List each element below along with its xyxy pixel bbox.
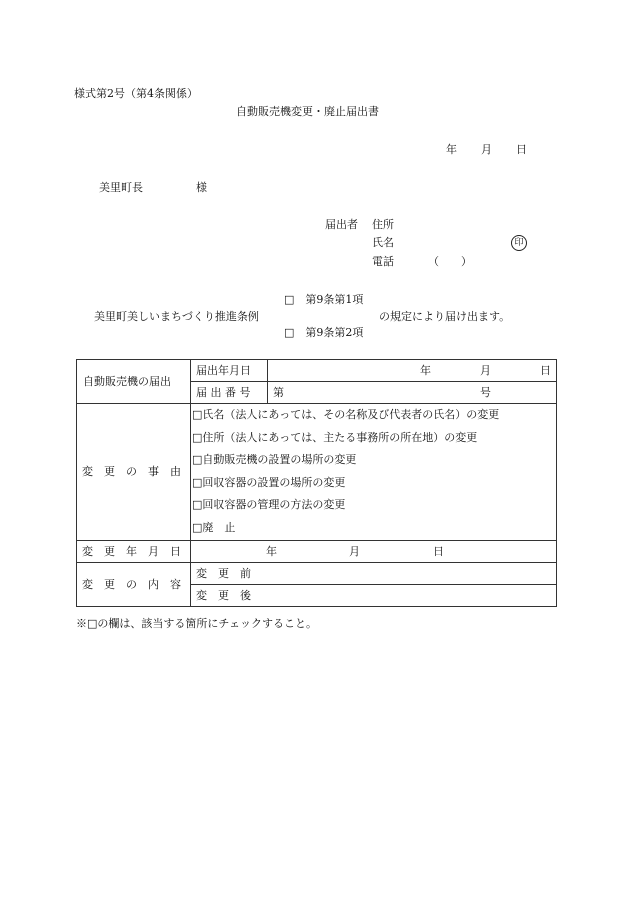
before-label[interactable]: 変 更 前: [191, 562, 557, 584]
notify-number-suffix: 号: [480, 386, 491, 399]
notify-number-prefix: 第: [273, 386, 284, 399]
notify-date-label: 届出年月日: [191, 360, 268, 382]
date-month: 月: [481, 143, 492, 156]
reason-item-container-management[interactable]: □回収容器の管理の方法の変更: [192, 498, 346, 512]
change-date-value[interactable]: [191, 540, 557, 562]
reason-label: 変 更 の 事 由: [77, 404, 191, 541]
form-number: 様式第2号（第4条関係）: [74, 87, 198, 100]
reason-item-container-location[interactable]: □回収容器の設置の場所の変更: [192, 475, 346, 489]
change-date-day: 日: [433, 544, 444, 558]
reason-item-address[interactable]: □住所（法人にあっては、主たる事務所の所在地）の変更: [192, 430, 478, 444]
notify-date-day: 日: [540, 364, 551, 377]
declaration-ordinance: 美里町美しいまちづくり推進条例: [94, 310, 259, 323]
reason-item-vending-location[interactable]: □自動販売機の設置の場所の変更: [192, 453, 357, 467]
after-label[interactable]: 変 更 後: [191, 584, 557, 606]
date-year: 年: [446, 143, 457, 156]
declaration-tail: の規定により届け出ます。: [379, 310, 511, 323]
reason-list: [191, 404, 557, 541]
notify-number-label: 届 出 番 号: [191, 382, 268, 404]
applicant-label: 届出者: [325, 218, 358, 231]
declaration-option-2: □ 第9条第2項: [284, 326, 364, 339]
date-day: 日: [516, 143, 527, 156]
document-title: 自動販売機変更・廃止届出書: [236, 105, 379, 118]
change-date-month: 月: [349, 544, 360, 558]
applicant-phone-label: 電話: [372, 255, 394, 268]
applicant-address-label: 住所: [372, 218, 394, 231]
reason-item-abolition[interactable]: □廃 止: [192, 520, 236, 534]
vending-label: 自動販売機の届出: [77, 360, 191, 404]
change-date-label: 変 更 年 月 日: [77, 540, 191, 562]
content-label: 変 更 の 内 容: [77, 562, 191, 606]
reason-item-name[interactable]: □氏名（法人にあっては、その名称及び代表者の氏名）の変更: [192, 408, 500, 421]
notify-date-month: 月: [480, 364, 491, 377]
footnote: ※□の欄は、該当する箇所にチェックすること。: [76, 617, 318, 630]
declaration-option-1: □ 第9条第1項: [284, 293, 364, 306]
change-date-year: 年: [266, 544, 277, 558]
notify-date-year: 年: [420, 364, 431, 377]
notify-date-value[interactable]: [268, 360, 557, 382]
addressee-honorific: 様: [196, 181, 207, 194]
seal-stamp-icon: 印: [511, 235, 527, 251]
notify-number-value[interactable]: [268, 382, 557, 404]
applicant-phone-paren: （ ）: [428, 255, 472, 268]
addressee-name: 美里町長: [99, 181, 143, 194]
notification-table: [76, 359, 557, 607]
applicant-name-label: 氏名: [372, 236, 394, 249]
